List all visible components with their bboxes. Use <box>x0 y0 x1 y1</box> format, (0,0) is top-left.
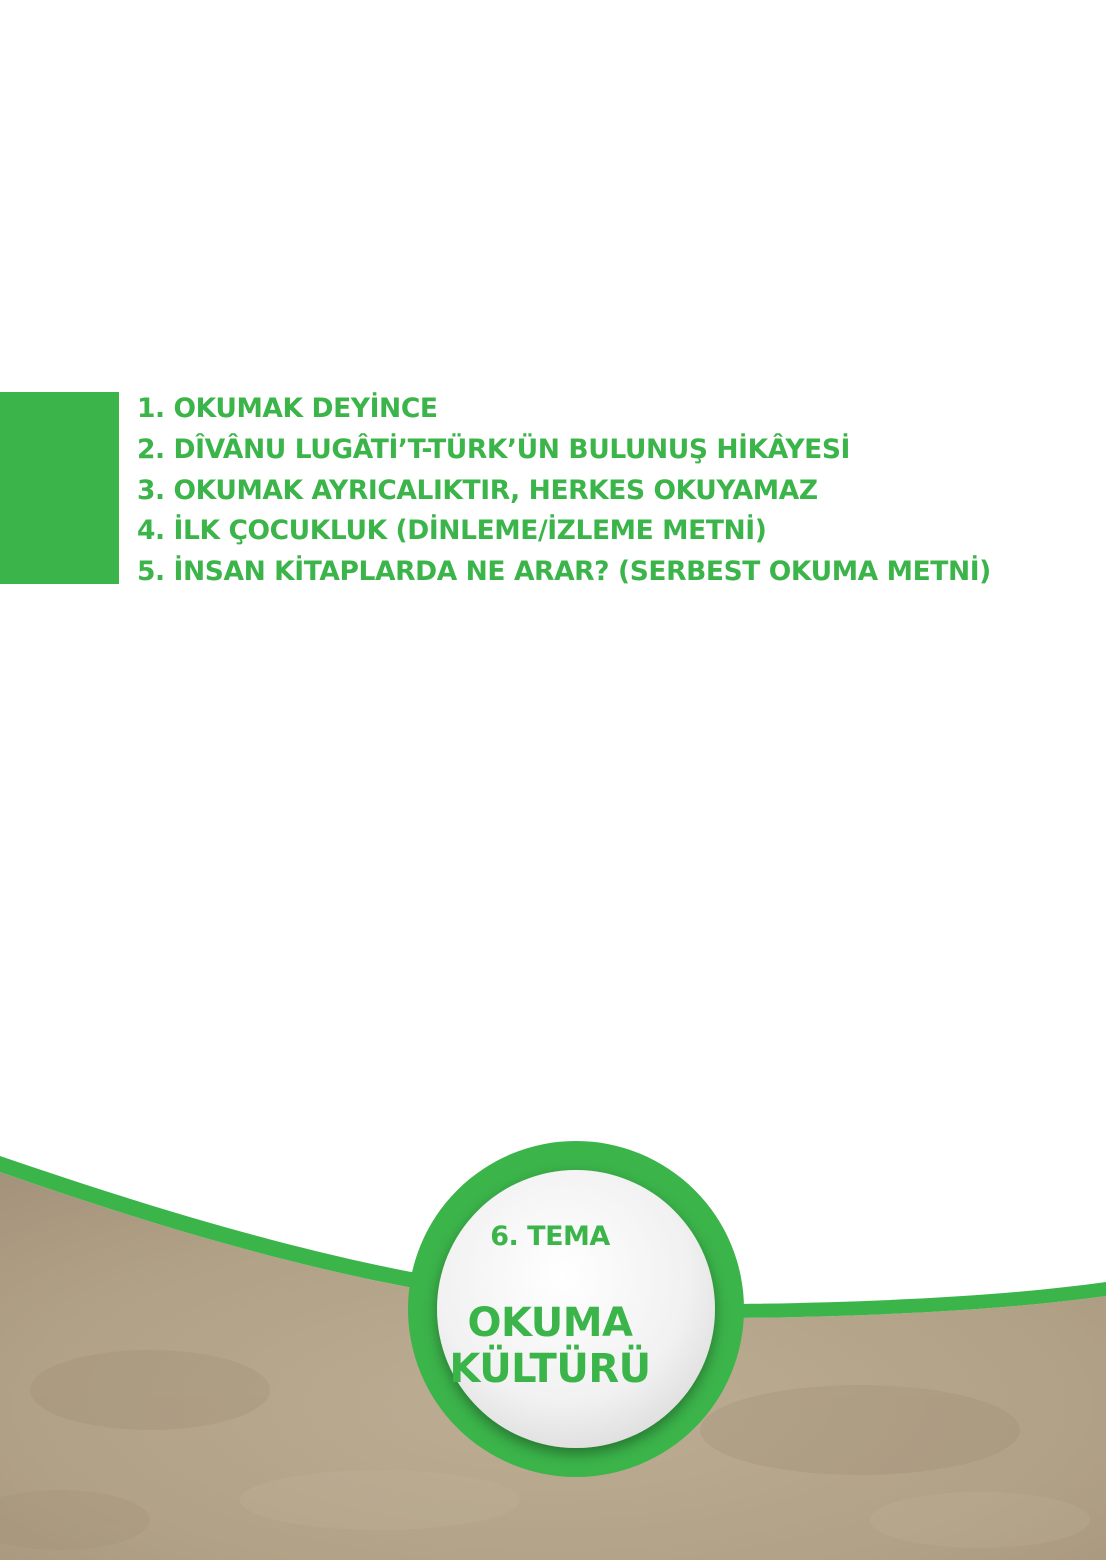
theme-title-line-2: KÜLTÜRÜ <box>449 1346 651 1392</box>
green-accent-block <box>0 392 119 584</box>
theme-title-line-1: OKUMA <box>467 1300 633 1346</box>
theme-title <box>439 1300 661 1392</box>
chapter-list <box>137 389 991 593</box>
chapter-item-4: 4. İLK ÇOCUKLUK (DİNLEME/İZLEME METNİ) <box>137 515 767 547</box>
chapter-item-2: 2. DÎVÂNU LUGÂTİ’T-TÜRK’ÜN BULUNUŞ HİKÂYESİ <box>137 433 850 465</box>
chapter-item-1: 1. OKUMAK DEYİNCE <box>137 393 438 424</box>
theme-number: 6. TEMA <box>490 1221 610 1252</box>
chapter-item-5: 5. İNSAN KİTAPLARDA NE ARAR? (SERBEST OKUMA METNİ) <box>137 556 991 588</box>
chapter-item-3: 3. OKUMAK AYRICALIKTIR, HERKES OKUYAMAZ <box>137 474 818 506</box>
